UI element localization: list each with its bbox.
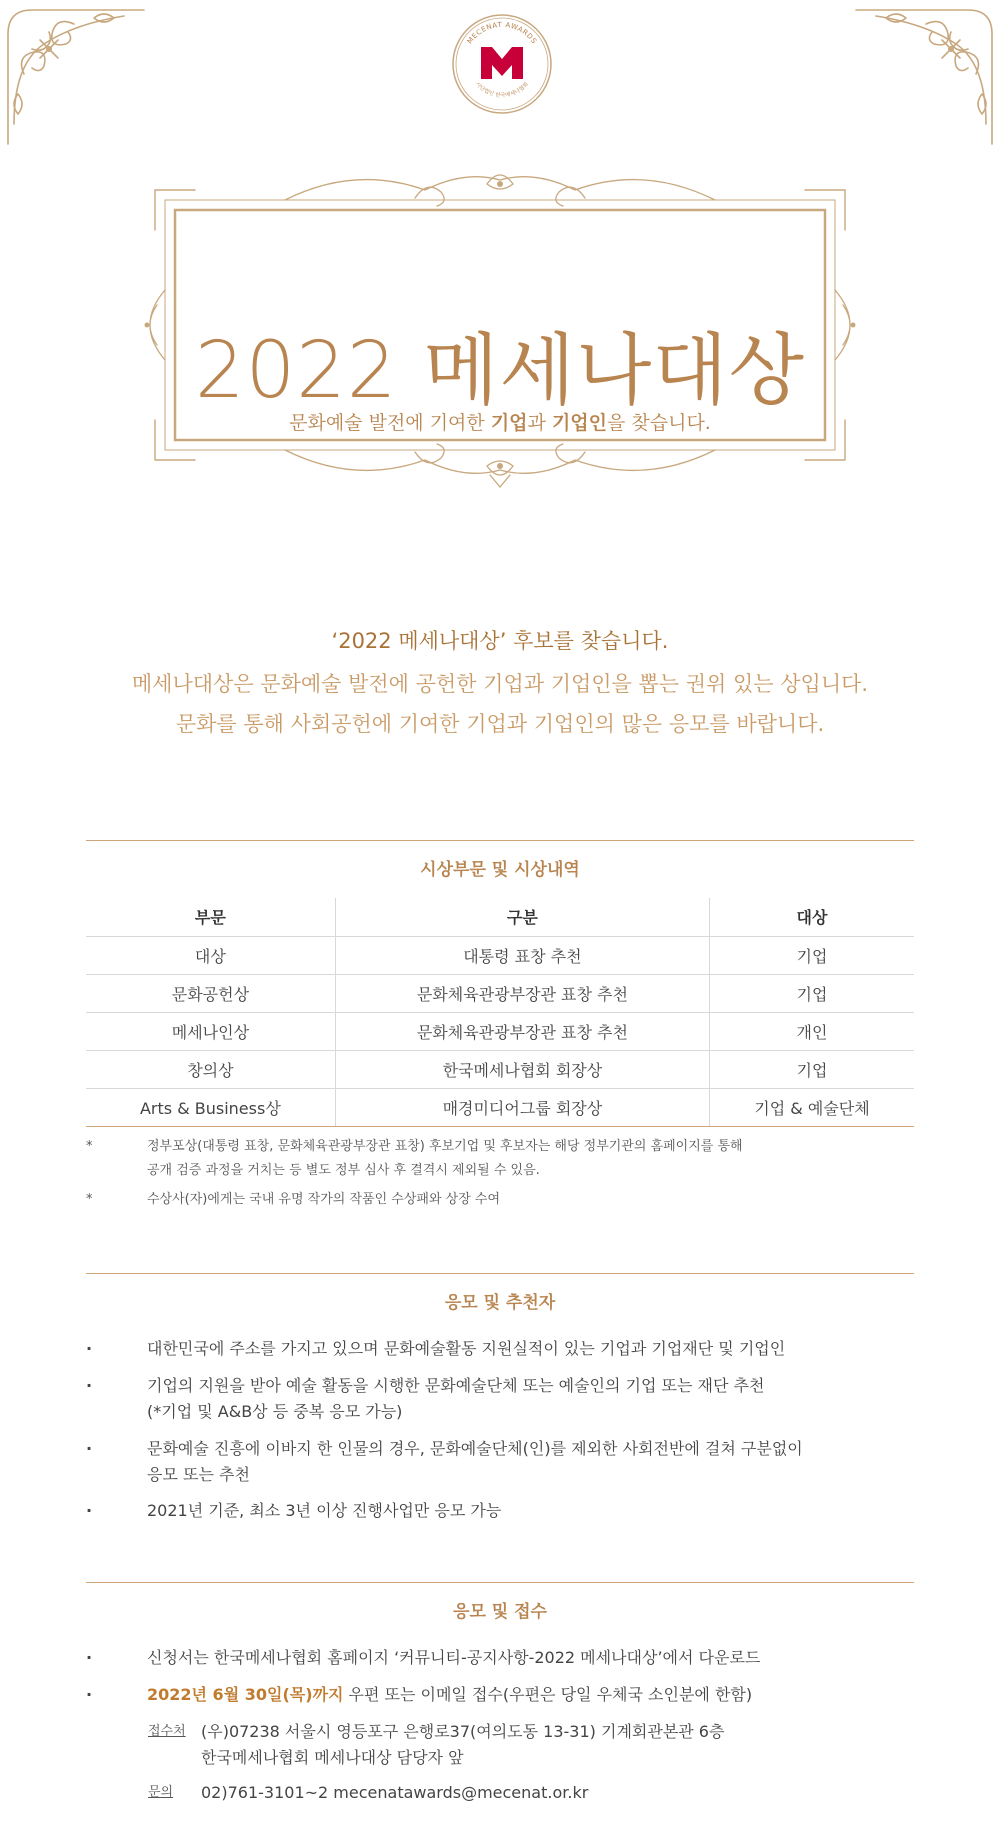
list-bullet: · <box>86 1339 93 1358</box>
list-item-text: 기업의 지원을 받아 예술 활동을 시행한 문화예술단체 또는 예술인의 기업 또는 재단 추천 <box>147 1376 765 1395</box>
note-text: 공개 검증 과정을 거치는 등 별도 정부 심사 후 결격시 제외될 수 있음. <box>147 1163 540 1178</box>
list-item <box>86 1645 914 1671</box>
awards-note <box>86 1135 914 1183</box>
list-item <box>86 1682 914 1708</box>
corner-ornament-left <box>4 4 154 154</box>
list-bullet: · <box>86 1376 93 1395</box>
list-item-text: 대한민국에 주소를 가지고 있으며 문화예술활동 지원실적이 있는 기업과 기업재단 및 기업인 <box>147 1339 786 1358</box>
note-bullet: * <box>86 1192 93 1207</box>
table-header-row <box>86 898 914 936</box>
table-cell: 대상 <box>86 936 335 974</box>
list-item-text: 신청서는 한국메세나협회 홈페이지 ‘커뮤니티-공지사항-2022 메세나대상’에서 다운로드 <box>147 1648 761 1667</box>
address-label: 접수처 <box>148 1724 186 1739</box>
list-item-text: 2022년 6월 30일(목)까지 우편 또는 이메일 접수(우편은 당일 우체국 소인분에 한함) <box>147 1685 753 1704</box>
table-cell: 기업 <box>710 974 915 1012</box>
inquiry-contact[interactable]: 02)761-3101~2 mecenatawards@mecenat.or.kr <box>201 1783 589 1802</box>
list-item <box>86 1436 914 1488</box>
awards-note <box>86 1188 914 1212</box>
table-cell: 대통령 표창 추천 <box>335 936 709 974</box>
section-divider-submission <box>86 1582 914 1583</box>
table-row <box>86 1088 914 1126</box>
table-row <box>86 936 914 974</box>
table-cell: 기업 & 예술단체 <box>710 1088 915 1126</box>
list-bullet: · <box>86 1439 93 1458</box>
logo-ring-text-bottom: 사단법인 한국메세나협회 <box>473 81 531 99</box>
table-cell: 매경미디어그룹 회장상 <box>335 1088 709 1126</box>
table-cell: 기업 <box>710 1050 915 1088</box>
table-cell: 메세나인상 <box>86 1012 335 1050</box>
note-text: 정부포상(대통령 표창, 문화체육관광부장관 표창) 후보기업 및 후보자는 해당 정부기관의 홈페이지를 통해 <box>147 1139 743 1154</box>
note-text: 수상사(자)에게는 국내 유명 작가의 작품인 수상패와 상장 수여 <box>147 1192 501 1207</box>
address-line: 한국메세나협회 메세나대상 담당자 앞 <box>201 1748 464 1767</box>
page-title: 2022 메세나대상 <box>194 326 806 416</box>
table-cell: 문화체육관광부장관 표창 추천 <box>335 1012 709 1050</box>
table-cell: 한국메세나협회 회장상 <box>335 1050 709 1088</box>
list-bullet: · <box>86 1648 93 1667</box>
intro-line-2: 문화를 통해 사회공헌에 기여한 기업과 기업인의 많은 응모를 바랍니다. <box>175 712 825 736</box>
inquiry-label: 문의 <box>148 1785 174 1800</box>
table-cell: Arts & Business상 <box>86 1088 335 1126</box>
table-row <box>86 974 914 1012</box>
intro-heading: ‘2022 메세나대상’ 후보를 찾습니다. <box>331 629 669 653</box>
list-item-text: 응모 또는 추천 <box>147 1465 250 1484</box>
list-bullet: · <box>86 1685 93 1704</box>
list-item-text: (*기업 및 A&B상 등 중복 응모 가능) <box>147 1402 403 1421</box>
section-divider-eligibility <box>86 1273 914 1274</box>
table-row <box>86 1050 914 1088</box>
address-block <box>148 1719 724 1771</box>
awards-table <box>86 898 914 1127</box>
note-bullet: * <box>86 1139 93 1154</box>
awards-section-title: 시상부문 및 시상내역 <box>420 860 580 880</box>
column-header: 구분 <box>335 898 709 936</box>
list-item <box>86 1336 914 1362</box>
eligibility-section-title: 응모 및 추천자 <box>444 1293 556 1313</box>
column-header: 대상 <box>710 898 915 936</box>
deadline-highlight: 2022년 6월 30일(목)까지 <box>147 1685 344 1704</box>
section-divider-awards <box>86 840 914 841</box>
table-cell: 문화체육관광부장관 표창 추천 <box>335 974 709 1012</box>
list-bullet: · <box>86 1501 93 1520</box>
table-cell: 문화공헌상 <box>86 974 335 1012</box>
list-item-text: 문화예술 진흥에 이바지 한 인물의 경우, 문화예술단체(인)를 제외한 사회전반에 걸쳐 구분없이 <box>147 1439 803 1458</box>
address-line: (우)07238 서울시 영등포구 은행로37(여의도동 13-31) 기계회관본관 6층 <box>201 1722 725 1741</box>
table-cell: 기업 <box>710 936 915 974</box>
inquiry-block <box>148 1780 588 1806</box>
table-cell: 개인 <box>710 1012 915 1050</box>
corner-ornament-right <box>846 4 996 154</box>
logo-ring-text-top: MECENAT AWARDS <box>465 20 539 46</box>
mecenat-awards-logo <box>451 13 553 115</box>
list-item <box>86 1373 914 1425</box>
list-item-text: 2021년 기준, 최소 3년 이상 진행사업만 응모 가능 <box>147 1501 502 1520</box>
submission-section-title: 응모 및 접수 <box>453 1602 547 1622</box>
intro-line-1: 메세나대상은 문화예술 발전에 공헌한 기업과 기업인을 뽑는 권위 있는 상입니다. <box>131 672 869 696</box>
page-subtitle: 문화예술 발전에 기여한 기업과 기업인을 찾습니다. <box>289 412 711 434</box>
table-row <box>86 1012 914 1050</box>
list-item <box>86 1498 914 1524</box>
column-header: 부문 <box>86 898 335 936</box>
table-cell: 창의상 <box>86 1050 335 1088</box>
